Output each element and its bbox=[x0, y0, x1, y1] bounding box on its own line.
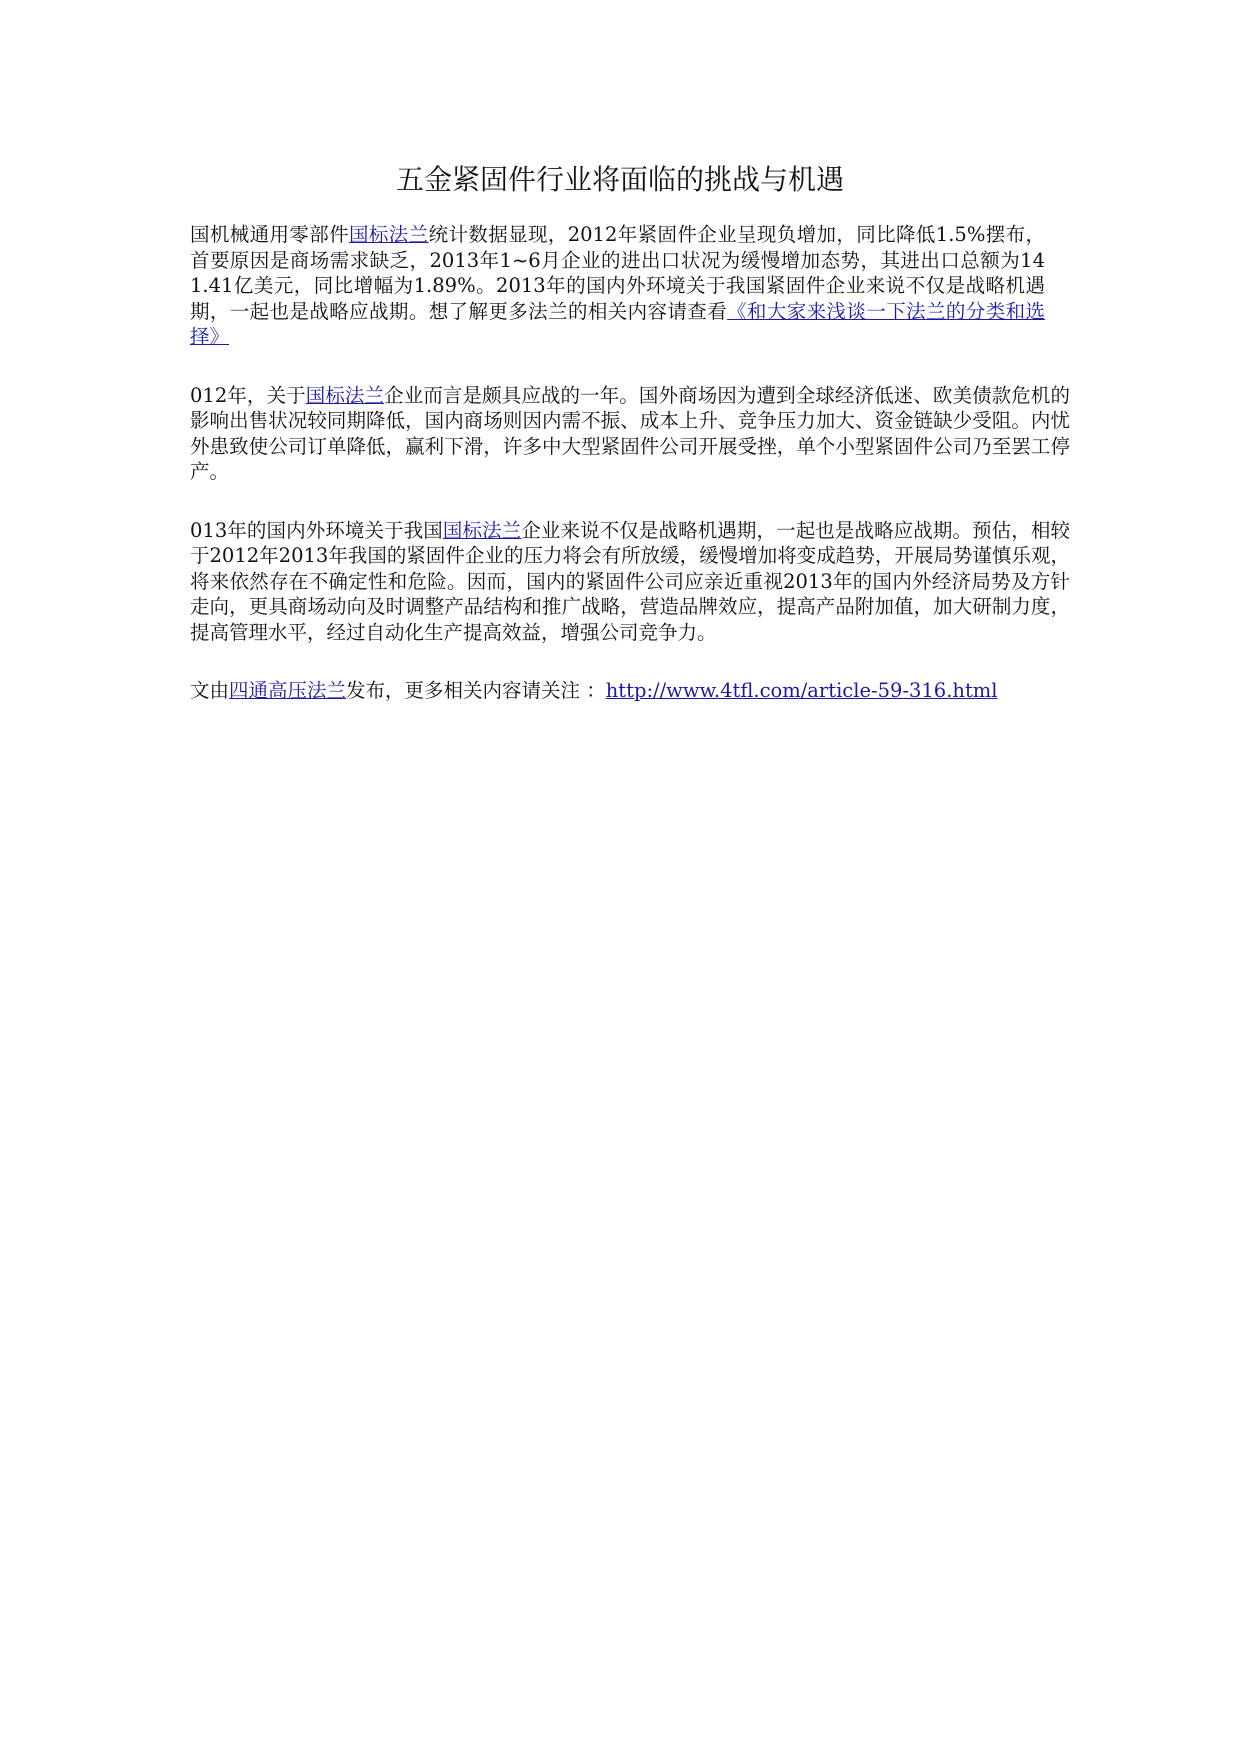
paragraph-source bbox=[190, 678, 1070, 704]
link-national-standard-flange[interactable]: 国标法兰 bbox=[305, 383, 385, 407]
link-sitong-high-pressure-flange[interactable]: 四通高压法兰 bbox=[229, 679, 347, 702]
document-title: 五金紧固件行业将面临的挑战与机遇 bbox=[395, 163, 844, 196]
paragraph-text: 企业来说不仅是战略机遇期，一起也是战略应战期。预估，相较于2012年2013年我国的紧固件企业的压力将会有所放缓，缓慢增加将变成趋势，开展局势谨慎乐观，将来依然存在不确定性和危险。因而，国内的紧固件公司应亲近重视2013年的国内外经济局势及方针走向，更具商场动向及时调整产品结构和推广战略，营造品牌效应，提高产品附加值，加大研制力度，提高管理水平，经过自动化生产提高效益，增强公司竞争力。 bbox=[190, 518, 1070, 644]
paragraph-text: 企业而言是颇具应战的一年。国外商场因为遭到全球经济低迷、欧美债款危机的影响出售状况较同期降低，国内商场则因内需不振、成本上升、竞争压力加大、资金链缺少受阻。内忧外患致使公司订单降低，赢利下滑，许多中大型紧固件公司开展受挫，单个小型紧固件公司乃至罢工停产。 bbox=[190, 383, 1070, 483]
paragraph-text: 文由 bbox=[190, 679, 230, 702]
article-body bbox=[190, 222, 1070, 737]
paragraph-2013-outlook bbox=[190, 518, 1070, 646]
link-national-standard-flange[interactable]: 国标法兰 bbox=[349, 223, 429, 246]
paragraph-intro bbox=[190, 222, 1045, 350]
paragraph-text: 发布，更多相关内容请关注 ： bbox=[346, 679, 606, 702]
link-flange-classification-article[interactable]: 《和大家来浅谈一下法兰的分类和选择》 bbox=[190, 299, 1045, 348]
link-source-url[interactable]: http://www.4tfl.com/article-59-316.html bbox=[605, 679, 998, 702]
paragraph-text: 统计数据显现，2012年紧固件企业呈现负增加，同比降低1.5%摆布，首要原因是商场需求缺乏，2013年1~6月企业的进出口状况为缓慢增加态势，其进出口总额为141.41亿美元，同比增幅为1.89%。2013年的国内外环境关于我国紧固件企业来说不仅是战略机遇期，一起也是战略应战期。想了解更多法兰的相关内容请查看 bbox=[190, 223, 1045, 323]
paragraph-text: 012年，关于 bbox=[190, 383, 306, 407]
paragraph-text: 国机械通用零部件 bbox=[190, 223, 350, 246]
link-national-standard-flange[interactable]: 国标法兰 bbox=[442, 518, 522, 542]
paragraph-text: 013年的国内外环境关于我国 bbox=[190, 518, 443, 542]
paragraph-2012-challenges bbox=[190, 383, 1070, 485]
